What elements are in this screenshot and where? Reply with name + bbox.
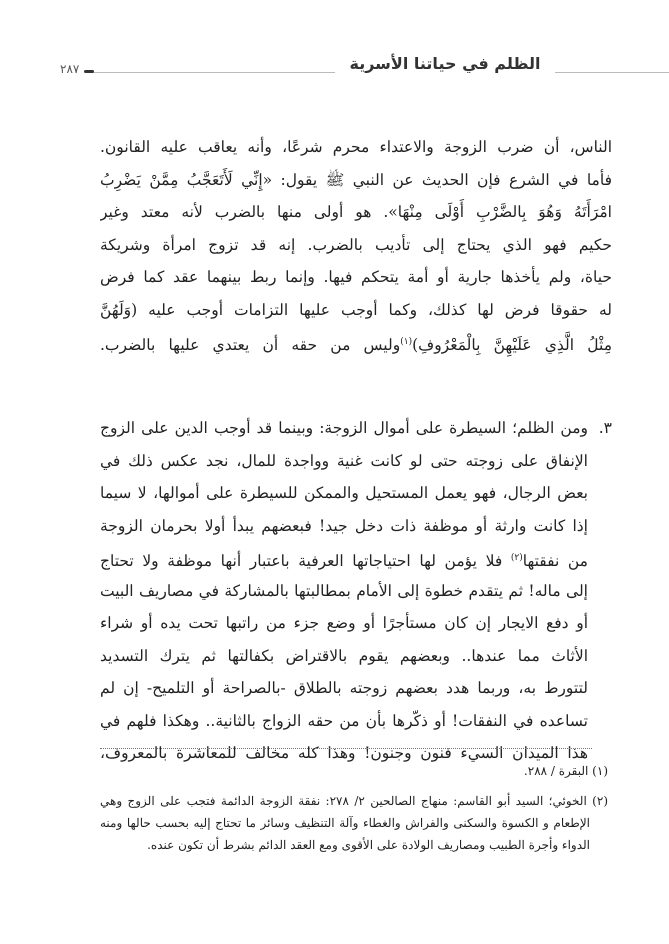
footnote-separator bbox=[100, 748, 592, 749]
footnote-line: الدواء وأجرة الطبيب ومصاريف الولادة على الأقوى ومع العقد الدائم بشرط أن تكون عنده. bbox=[147, 838, 590, 852]
text-span: ومن الظلم؛ السيطرة على أموال الزوجة: وبينما قد أوجب الدين على الزوج bbox=[100, 419, 588, 437]
quran-quote: مِثْلُ الَّذِي عَلَيْهِنَّ بِالْمَعْرُوفِ) bbox=[412, 336, 612, 355]
header-rule-left bbox=[92, 72, 335, 73]
text-line: الأثاث مما عندها.. وبعضهم يقوم بالاقتراض بكفالتها ثم يترك التسديد bbox=[100, 646, 588, 665]
header-rule-right bbox=[555, 72, 669, 73]
text-line: لتتورط به، وربما هدد بعضهم زوجته بالطلاق -بالصراحة أو التلميح- إن لم bbox=[100, 679, 588, 697]
footnote-ref-2[interactable]: (٢) bbox=[510, 553, 523, 563]
footnote-1 bbox=[100, 760, 608, 782]
footnote-ref-1[interactable]: (١) bbox=[400, 337, 413, 347]
text-span: فلا يؤمن لها احتياجاتها العرفية باعتبار أنها موظفة ولا تحتاج bbox=[100, 552, 503, 571]
text-line: تساعده في النفقات! أو ذكّرها بأن من حقه الزواج بالثانية.. وهكذا فلهم في bbox=[100, 711, 588, 730]
text-line: له حقوقا فرض لها كذلك، وكما أوجب عليها التزامات أوجب عليه (وَلَهُنَّ bbox=[100, 300, 612, 319]
text-line: حياة، ولم يأخذها جارية أو أمة يتحكم فيها. وإنما ربط بينهما عقد كما فرض bbox=[100, 268, 612, 286]
text-line: بعض الرجال، فهو يعمل المستحيل والممكن للسيطرة على أموالها، لا سيما bbox=[100, 484, 588, 502]
text-line: إلى ماله! ثم يتقدم خطوة إلى الأمام بمطالبتها بالمشاركة في مصاريف البيت bbox=[100, 581, 588, 600]
paragraph-3 bbox=[100, 412, 612, 770]
text-line bbox=[100, 542, 588, 575]
text-span: من نفقتها bbox=[522, 552, 588, 571]
footnote-2 bbox=[100, 790, 608, 856]
text-line: امْرَأَتَهُ وَهُوَ بِالضَّرْبِ أَوْلَى مِنْهَا». هو أولى منها بالضرب لأنه معتد وغير bbox=[100, 203, 612, 221]
text-line bbox=[100, 412, 612, 445]
footnote-line: الإطعام و الكسوة والسكنى والفراش والغطاء وآلة التنظيف وسائر ما تحتاج إليه بحسب حالها ومنه bbox=[100, 816, 590, 830]
text-line: حكيم فهو الذي يحتاج إلى تأديب بالضرب. إنه قد تزوج امرأة وشريكة bbox=[100, 235, 612, 254]
footnote-line: (١) البقرة / ٢٨٨. bbox=[523, 764, 608, 778]
header-title: الظلم في حياتنا الأسرية bbox=[349, 54, 541, 73]
text-line: أو دفع الايجار إن كان مستأجرًا أو وضع جزء من راتبها تحت يده أو شراء bbox=[100, 614, 588, 632]
page-number: ٢٨٧ bbox=[60, 62, 80, 76]
paragraph-1 bbox=[100, 131, 612, 359]
text-line bbox=[100, 326, 612, 359]
text-line: الإنفاق على زوجته حتى لو كانت غنية وواجدة للمال، نجد عكس ذلك في bbox=[100, 451, 588, 470]
list-number: ٣. bbox=[598, 419, 612, 437]
text-span: وليس من حقه أن يعتدي عليها بالضرب. bbox=[100, 336, 401, 355]
page-marker-icon bbox=[84, 70, 94, 73]
footnote-line: (٢) الخوئي؛ السيد أبو القاسم: منهاج الصالحين ٢/ ٢٧٨: نفقة الزوجة الدائمة فتجب على الزوج وهي bbox=[100, 794, 608, 808]
text-line: الناس، أن ضرب الزوجة والاعتداء محرم شرعًا، وأنه يعاقب عليه القانون. bbox=[100, 138, 612, 156]
text-line: فأما في الشرع فإن الحديث عن النبي ﷺ يقول: «إِنِّي لَأَتَعَجَّبُ مِمَّنْ يَضْرِبُ bbox=[100, 170, 612, 189]
text-line: إذا كانت وارثة أو موظفة ذات دخل جيد! فبعضهم يبدأ أولا بحرمان الزوجة bbox=[100, 516, 588, 535]
text-line: هذا الميدان السيء فنون وجنون! وهذا كله مخالف للمعاشرة بالمعروف، bbox=[100, 744, 588, 762]
